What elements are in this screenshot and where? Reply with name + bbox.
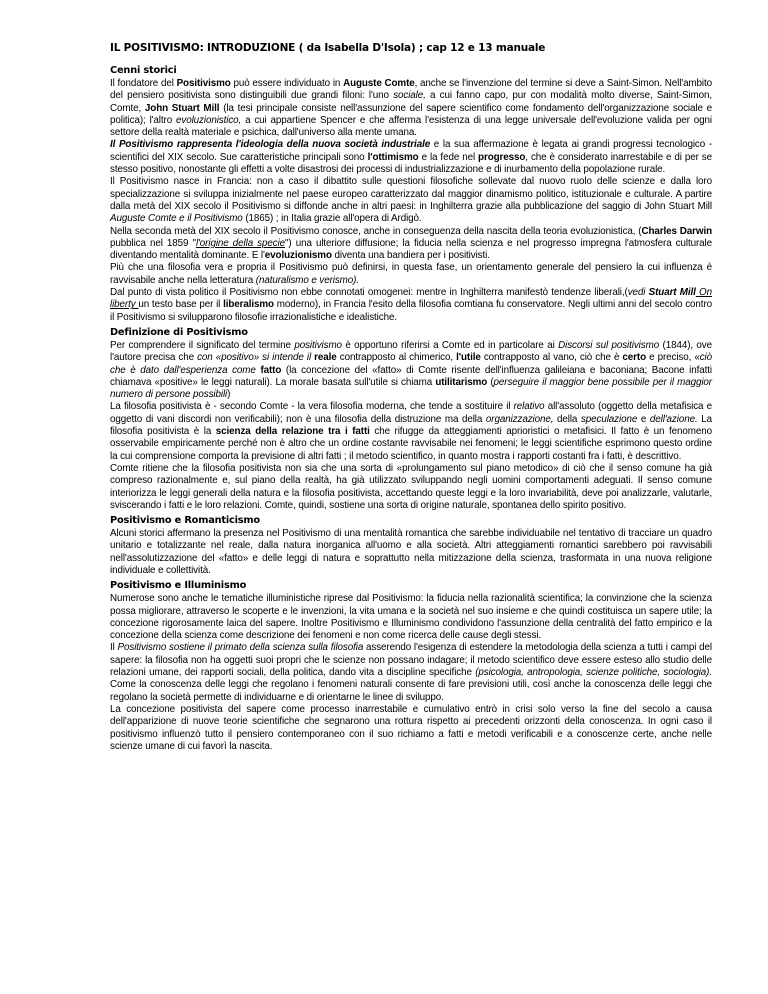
paragraph: Più che una filosofia vera e propria il Positivismo può definirsi, in questa fase, un orientamento generale del pensiero la cui influenza è ravvisabile anche nella letteratura (naturalismo e verismo). xyxy=(110,262,712,286)
paragraph: Nella seconda metà del XIX secolo il Positivismo conosce, anche in conseguenza della nascita della teoria evoluzionistica, (Charles Darwin pubblica nel 1859 "l'origine della specie") una ulteriore diffusione; la fiducia nella scienza e nel progresso impregna l'atmosfera culturale diventando mentalità dominante. E l'evoluzionismo diventa una bandiera per i positivisti. xyxy=(110,225,713,262)
paragraph: La filosofia positivista è - secondo Comte - la vera filosofia moderna, che tende a sostituire il relativo all'assoluto (oggetto della metafisica e oggetto di vani discordi non verificabili); non è una filosofia della distruzione ma della organizzazione, della speculazione e dell'azione. La filosofia positivista è la scienza della relazione tra i fatti che rifugge da atteggiamenti aprioristici o metafisici. Il fatto è un fenomeno osservabile empiricamente perché non è altro che un ordine costante ravvisabile nei fenomeni; le leggi scientifiche esprimono questo ordine la cui comprensione comporta la previsione di altri fatti ; il metodo scientifico, in quanto mostra i rapporti costanti fra i fatti, è descrittivo. xyxy=(110,401,713,462)
section-heading-definizione: Definizione di Positivismo xyxy=(110,326,248,338)
paragraph: Alcuni storici affermano la presenza nel Positivismo di una mentalità romantica che sarebbe individuabile nel tentativo di tracciare un quadro unitario e totalizzante nel reale, dalla natura inorganica all'uomo e alla società. Altri atteggiamenti romantici sarebbero poi ravvisabili nell'assolutizzazione del «fatto» e delle leggi di natura e soprattutto nella mitizzazione della scienza, trasformata in una nuova religione individuale e collettività. xyxy=(110,528,712,576)
paragraph: La concezione positivista del sapere come processo inarrestabile e cumulativo entrò in crisi solo verso la fine del secolo a causa dell'apparizione di nuove teorie scientifiche che segnarono una rottura rispetto ai precedenti orizzonti della conoscenza. In ogni caso il positivismo influenzò tutto il pensiero contemporaneo con il suo richiamo a fatti e metodi verificabili e a conoscenze certe, anche nelle scienze umane di cui favorì la nascita. xyxy=(110,703,712,752)
section-heading-illuminismo: Positivismo e Illuminismo xyxy=(110,580,247,592)
paragraph: Il Positivismo sostiene il primato della scienza sulla filosofia asserendo l'esigenza di estendere la metodologia della scienza a tutti i campi del sapere: la filosofia non ha oggetti suoi propri che le scienze non possano indagare; il metodo scientifico deve essere esteso allo studio delle relazioni umane, dei rapporti sociali, della politica, dando vita a discipline specifiche (psicologia, antropologia, scienze politiche, sociologia). Come la conoscenza delle leggi che regolano i fenomeni naturali consente di fare previsioni utili, così anche la conoscenza delle leggi che regolano la società permette di individuarne e di orientarne le linee di sviluppo. xyxy=(110,642,712,703)
document-title: IL POSITIVISMO: INTRODUZIONE ( da Isabella D'Isola) ; cap 12 e 13 manuale xyxy=(110,42,546,54)
paragraph: Il fondatore del Positivismo può essere individuato in Auguste Comte, anche se l'invenzione del termine si deve a Saint-Simon. Nell'ambito del pensiero positivista sono distinguibili due grandi filoni: l'uno sociale, a cui fanno capo, pur con modalità molto diverse, Saint-Simon, Comte, John Stuart Mill (la tesi principale consiste nell'assunzione del sapere scientifico come fondamento dell'organizzazione sociale e politica); l'altro evoluzionistico, a cui appartiene Spencer e che afferma l'esistenza di una legge universale dell'evoluzione valida per ogni settore della realtà materiale e psichica, dall'universo alla mente umana. xyxy=(110,78,713,139)
section-heading-romanticismo: Positivismo e Romanticismo xyxy=(110,515,260,527)
paragraph: Comte ritiene che la filosofia positivista non sia che una sorta di «prolungamento sul piano metodico» di ciò che il senso comune ha già compreso razionalmente e, sul piano della realtà, ha già utilizzato sviluppando negli uomini comportamenti adeguati. Il senso comune interiorizza le leggi generali della natura e la filosofia positivista, accettando queste leggi e la loro invariabilità, deve poi analizzarle, valutarle, sviscerando i fatti e le loro relazioni. Comte, quindi, sostiene una sorta di origine naturale, spontanea dello spirito positivo. xyxy=(110,462,712,511)
document-body xyxy=(110,62,712,753)
paragraph: Dal punto di vista politico il Positivismo non ebbe connotati omogenei: mentre in Inghilterra manifestò tendenze liberali,(vedi Stuart Mill On liberty un testo base per il liberalismo moderno), in Francia l'esito della filosofia comtiana fu conservatore. Negli ultimi anni del secolo contro il Positivismo si svilupparono filosofie irrazionalistiche e idealistiche. xyxy=(110,287,712,323)
paragraph: Numerose sono anche le tematiche illuministiche riprese dal Positivismo: la fiducia nella razionalità scientifica; la convinzione che la scienza possa migliorare, attraverso le scoperte e le invenzioni, la vita umana e la società nel suo insieme e che quindi costituisca un sapere utile; la concezione rigorosamente laica del sapere. Inoltre Positivismo e Illuminismo condividono l'assunzione della centralità del fatto empirico e la concezione della scienza come descrizione dei fenomeni e non come ricerca delle cause degli stessi. xyxy=(110,593,712,642)
paragraph: Per comprendere il significato del termine positivismo è opportuno riferirsi a Comte ed in particolare ai Discorsi sul positivismo (1844), ove l'autore precisa che con «positivo» si intende il reale contrapposto al chimerico, l'utile contrapposto al vano, ciò che è certo e preciso, «ciò che è dato dall'esperienza come fatto (la concezione del «fatto» di Comte risente dell'influenza galileiana e baconiana; Bacone infatti chiamava «positive» le leggi naturali). La morale basata sull'utile si chiama utilitarismo (perseguire il maggior bene possibile per il maggior numero di persone possibili) xyxy=(110,339,713,401)
section-heading-cenni-storici: Cenni storici xyxy=(110,65,177,76)
paragraph: Il Positivismo nasce in Francia: non a caso il dibattito sulle questioni filosofiche sollevate dal nuovo ruolo delle scienze e dalla loro specializzazione si sviluppa inizialmente nel paese europeo caratterizzato dal maggior dinamismo politico, istituzionale e culturale. A partire dalla metà del XIX secolo il Positivismo si diffonde anche in altri paesi: in Inghilterra grazie alla pubblicazione del saggio di John Stuart Mill Auguste Comte e il Positivismo (1865) ; in Italia grazie all'opera di Ardigò. xyxy=(110,176,712,225)
paragraph: Il Positivismo rappresenta l'ideologia della nuova società industriale e la sua affermazione è legata ai grandi progressi tecnologico - scientifici del XIX secolo. Sue caratteristiche principali sono l'ottimismo e la fede nel progresso, che è considerato inarrestabile e di per se stesso positivo, nonostante gli effetti a volte disastrosi dei processi di industrializzazione e di inurbamento della popolazione rurale. xyxy=(110,139,713,176)
